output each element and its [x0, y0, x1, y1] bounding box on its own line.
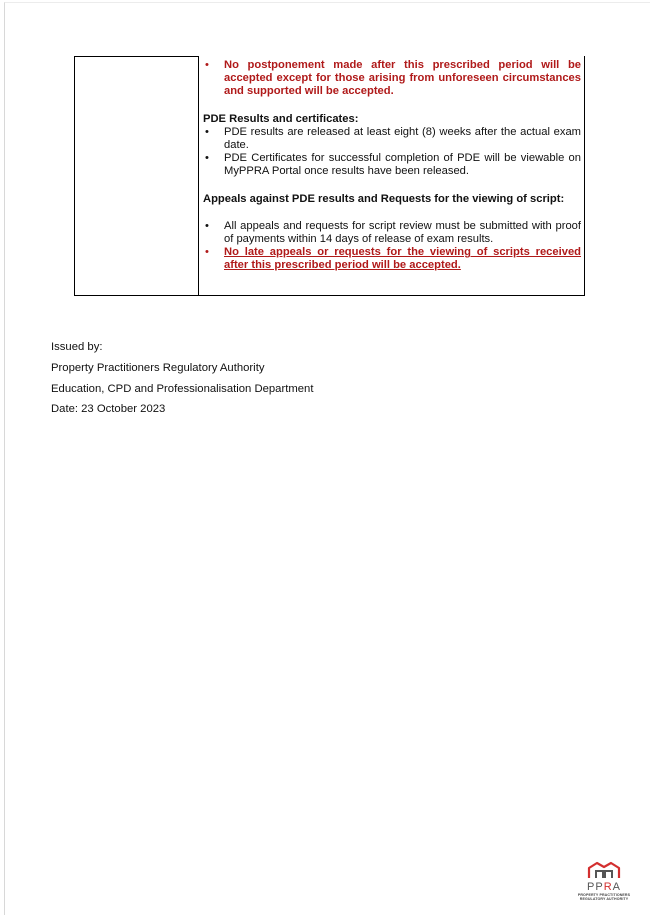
- table-left-cell: [75, 56, 199, 295]
- late-appeals-item: [203, 246, 581, 272]
- requirements-table: [74, 56, 585, 296]
- logo-subtitle: PROPERTY PRACTITIONERS REGULATORY AUTHORITY: [577, 893, 631, 902]
- results-item: [203, 126, 581, 152]
- house-logo-icon: [586, 860, 622, 880]
- bullet-icon: •: [205, 246, 209, 259]
- postponement-text: No postponement made after this prescribed period will be accepted except for those arising from unforeseen circumstances and supported will be accepted.: [224, 59, 581, 98]
- results-item: [203, 152, 581, 178]
- appeals-heading: Appeals against PDE results and Requests for the viewing of script:: [203, 192, 565, 205]
- bullet-icon: •: [205, 219, 209, 232]
- results-heading: PDE Results and certificates:: [203, 112, 359, 125]
- late-appeals-text: No late appeals or requests for the viewing of scripts received after this prescribed period will be accepted.: [224, 246, 581, 272]
- appeals-item: [203, 220, 581, 246]
- issued-block: [51, 337, 313, 420]
- certificates-text: PDE Certificates for successful completion of PDE will be viewable on MyPPRA Portal once results have been released.: [224, 152, 581, 178]
- bullet-icon: •: [205, 152, 209, 165]
- logo-wordmark: PPRA: [587, 881, 621, 893]
- results-release-text: PDE results are released at least eight (8) weeks after the actual exam date.: [224, 125, 581, 152]
- bullet-icon: •: [205, 125, 209, 138]
- ppra-logo: [568, 860, 640, 912]
- postponement-item: [203, 59, 581, 99]
- table-right-cell: [203, 59, 581, 273]
- issuer-organisation: Property Practitioners Regulatory Authority: [51, 361, 265, 374]
- bullet-icon: •: [205, 59, 209, 71]
- issuer-department: Education, CPD and Professionalisation Department: [51, 382, 314, 395]
- issued-label: Issued by:: [51, 341, 103, 353]
- appeals-text: All appeals and requests for script review must be submitted with proof of payments within 14 days of release of exam results.: [224, 219, 581, 246]
- issue-date: Date: 23 October 2023: [51, 403, 166, 416]
